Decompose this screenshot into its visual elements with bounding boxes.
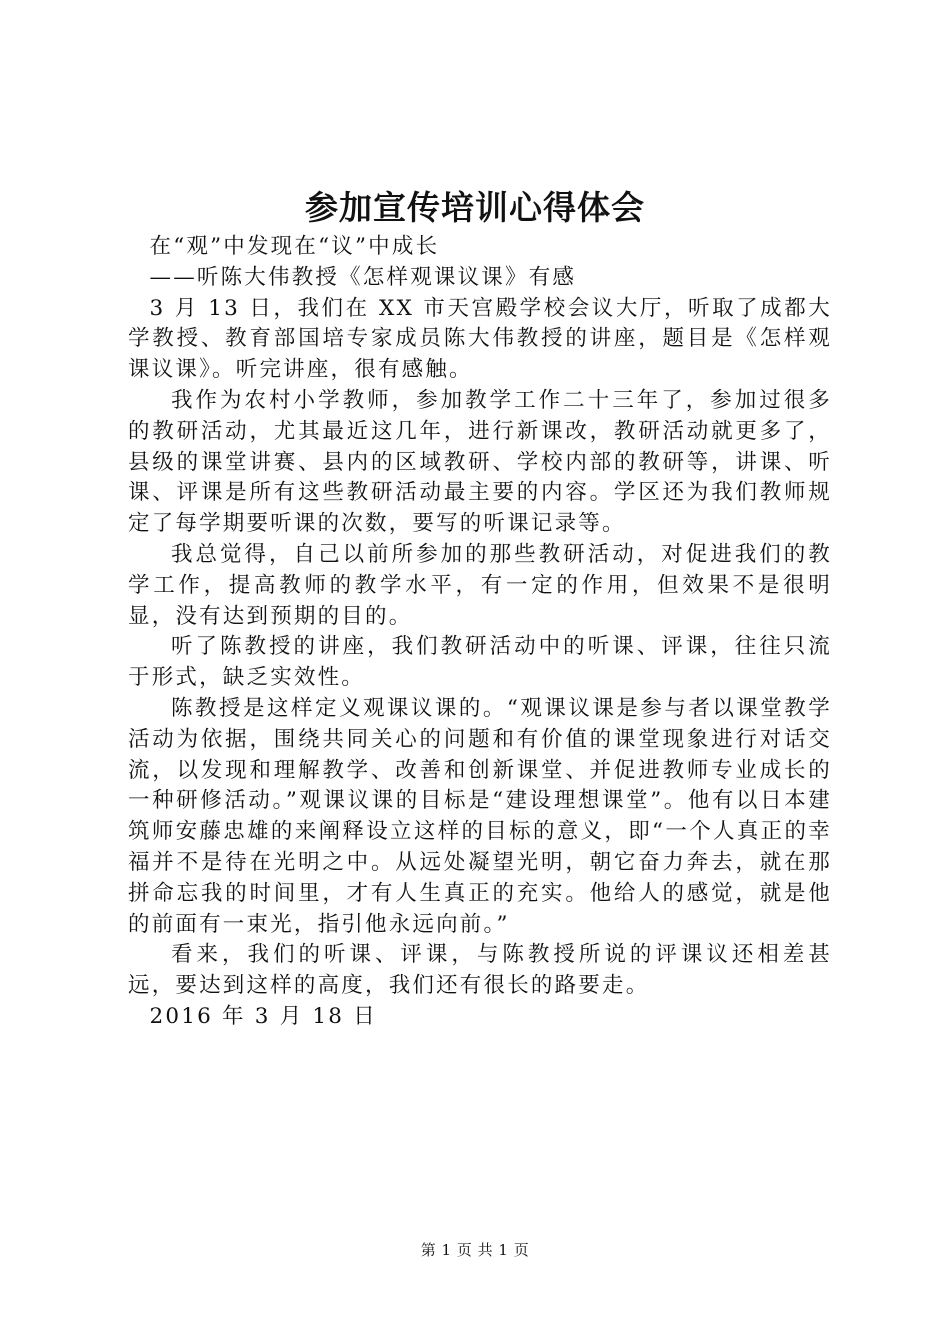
paragraph-1: 3 月 13 日，我们在 XX 市天宫殿学校会议大厅，听取了成都大学教授、教育部国培专家成员陈大伟教授的讲座，题目是《怎样观课议课》。听完讲座，很有感触。 <box>128 295 832 383</box>
document-body <box>128 232 832 1033</box>
subtitle-line-1: 在“观”中发现在“议”中成长 <box>149 234 440 259</box>
paragraph-5: 陈教授是这样定义观课议课的。“观课议课是参与者以课堂教学活动为依据，围绕共同关心的问题和有价值的课堂现象进行对话交流，以发现和理解教学、改善和创新课堂、并促进教师专业成长的一种研修活动。”观课议课的目标是“建设理想课堂”。他有以日本建筑师安藤忠雄的来阐释设立这样的目标的意义，即“一个人真正的幸福并不是待在光明之中。从远处凝望光明，朝它奋力奔去，就在那拼命忘我的时间里，才有人生真正的充实。他给人的感觉，就是他的前面有一束光，指引他永远向前。” <box>128 695 832 937</box>
paragraph-6: 看来，我们的听课、评课，与陈教授所说的评课议还相差甚远，要达到这样的高度，我们还有很长的路要走。 <box>128 942 832 999</box>
subtitle-line-2: ——听陈大伟教授《怎样观课议课》有感 <box>149 264 577 290</box>
paragraph-4: 听了陈教授的讲座，我们教研活动中的听课、评课，往往只流于形式，缺乏实效性。 <box>128 634 832 691</box>
paragraph-3: 我总觉得，自己以前所参加的那些教研活动，对促进我们的教学工作，提高教师的教学水平，有一定的作用，但效果不是很明显，没有达到预期的目的。 <box>128 541 832 629</box>
date-line: 2016 年 3 月 18 日 <box>149 1003 377 1029</box>
paragraph-2: 我作为农村小学教师，参加教学工作二十三年了，参加过很多的教研活动，尤其最近这几年，进行新课改，教研活动就更多了，县级的课堂讲赛、县内的区域教研、学校内部的教研等，讲课、听课、评课是所有这些教研活动最主要的内容。学区还为我们教师规定了每学期要听课的次数，要写的听课记录等。 <box>128 387 832 537</box>
page-footer: 第 1 页 共 1 页 <box>420 1241 530 1259</box>
document-title: 参加宣传培训心得体会 <box>305 188 645 227</box>
